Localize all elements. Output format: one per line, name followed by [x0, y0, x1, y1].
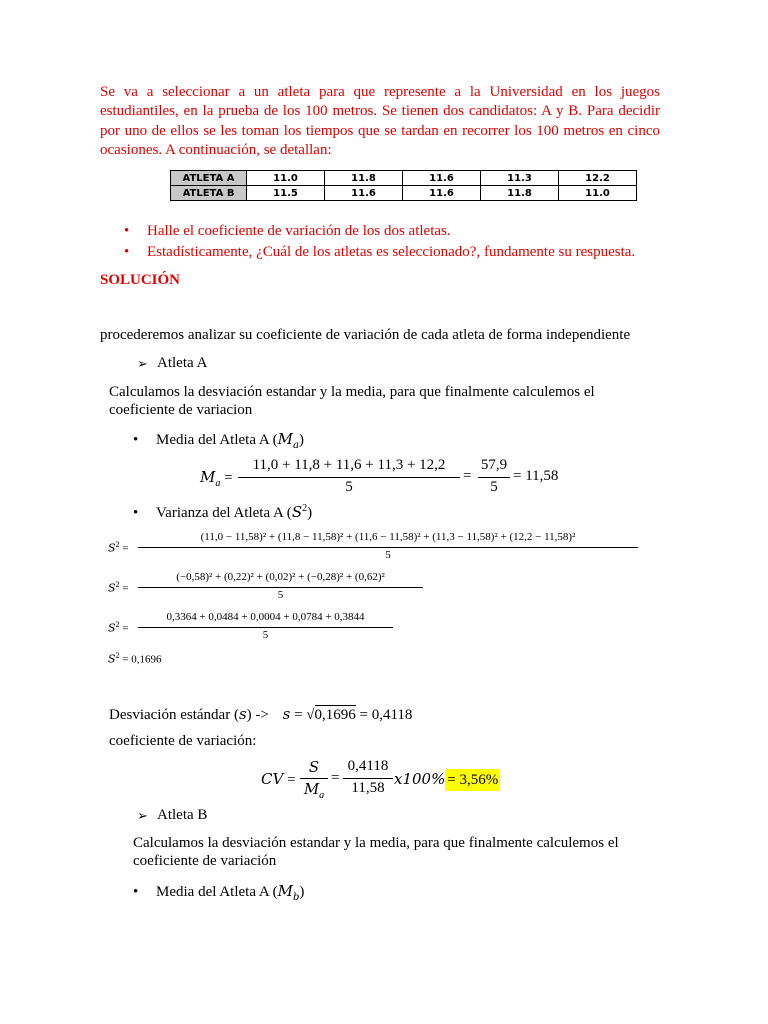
athlete-a-intro: Calculamos la desviación estandar y la media, para que finalmente calculemos el — [109, 384, 595, 400]
mean-a-numerator: 11,0 + 11,8 + 11,6 + 11,3 + 12,2 — [252, 457, 446, 473]
var-result: 0,1696 — [131, 653, 162, 666]
fraction-bar — [300, 778, 328, 779]
times-table — [170, 170, 637, 201]
table-cell: 11.0 — [247, 171, 325, 186]
mean-a-result: = 11,58 — [513, 468, 559, 484]
std-line: Desviación estándar (s) -> s = √0,1696 = 0,4118 — [109, 705, 413, 723]
lead-text: procederemos analizar su coeficiente de variación de cada atleta de forma independiente — [100, 327, 631, 343]
mean-a-line: • Media del Atleta A $(M_a)$ — [133, 430, 304, 451]
mean-a-numerator-2: 57,9 — [480, 457, 508, 473]
mean-a-lhs: $M_a$ = — [200, 468, 233, 489]
row-label: ATLETA B — [171, 186, 247, 201]
cv-denominator-2: 11,58 — [351, 780, 385, 796]
task-text: Estadísticamente, ¿Cuál de los atletas es seleccionado?, fundamente su respuesta. — [147, 244, 636, 260]
mean-b-label: Media del Atleta A ( — [156, 884, 278, 900]
fraction-bar — [138, 547, 638, 548]
table-row — [171, 186, 637, 201]
fraction-bar — [478, 477, 510, 478]
fraction-bar — [238, 477, 460, 478]
arrow-bullet-icon: ➢ — [137, 808, 148, 823]
mean-sub: b — [293, 892, 300, 903]
equals-sign: = — [463, 468, 472, 484]
cv-label: coeficiente de variación: — [109, 733, 257, 749]
table-cell: 11.6 — [403, 186, 481, 201]
athlete-a-label: Atleta A — [157, 355, 208, 371]
table-cell: 12.2 — [559, 171, 637, 186]
var-lhs: $S^2$ = — [108, 540, 129, 555]
var-line1-denominator: 5 — [385, 549, 391, 561]
task-text: Halle el coeficiente de variación de los dos atletas. — [147, 223, 451, 239]
table-cell: 11.6 — [403, 171, 481, 186]
table-cell: 11.8 — [325, 171, 403, 186]
var-line3-numerator: 0,3364 + 0,0484 + 0,0004 + 0,0784 + 0,3844 — [166, 611, 365, 623]
table-cell: 11.6 — [325, 186, 403, 201]
bullet-icon: • — [133, 884, 139, 900]
table-cell: 11.0 — [559, 186, 637, 201]
var-line2-numerator: (−0,58)² + (0,22)² + (0,02)² + (−0,28)² + (0,62)² — [176, 571, 385, 583]
mean-a-denominator: 5 — [345, 479, 353, 495]
athlete-a-intro-2: coeficiente de variacion — [109, 402, 253, 418]
athlete-b-label: Atleta B — [157, 807, 208, 823]
bullet-icon: • — [133, 505, 139, 521]
table-cell: 11.5 — [247, 186, 325, 201]
cv-result-line — [394, 770, 500, 789]
var-lhs: $S^2$ = — [108, 620, 129, 635]
mean-a-denominator-2: 5 — [490, 479, 498, 495]
var-a-line: • Varianza del Atleta A $(S^2)$ — [133, 503, 313, 521]
var-lhs: $S^2$ = — [108, 580, 129, 595]
var-a-label: Varianza del Atleta A ( — [156, 505, 292, 521]
cv-times: x100% — [394, 770, 446, 788]
cv-result-highlight: = 3,56% — [445, 769, 500, 791]
std-radicand: 0,1696 — [314, 707, 356, 723]
var-line1-numerator: (11,0 − 11,58)² + (11,8 − 11,58)² + (11,6 − 11,58)² + (11,3 − 11,58)² + (12,2 − 11,58)² — [200, 531, 576, 543]
std-result: = 0,4118 — [359, 707, 413, 723]
mean-b-line: • Media del Atleta A $(M_b)$ — [133, 882, 305, 903]
mean-symbol: M — [277, 430, 294, 448]
problem-statement: Se va a seleccionar a un atleta para que represente a la Universidad en los juegos estudiantiles, en la prueba de los 100 metros. Se tienen dos candidatos: A y B. Para decidir por uno de ellos se les toman los tiempos que se tardan en recorrer los 100 metros en cinco ocasiones. A continuación, se detallan: — [100, 84, 660, 158]
athlete-b-intro-2: coeficiente de variación — [133, 853, 277, 869]
athlete-b-intro: Calculamos la desviación estandar y la media, para que finalmente calculemos el — [133, 835, 619, 851]
cv-numerator-2: 0,4118 — [347, 758, 389, 774]
arrow-bullet-icon: ➢ — [137, 356, 148, 371]
fraction-bar — [343, 778, 393, 779]
var-line3-denominator: 5 — [262, 629, 269, 641]
cv-lhs: CV = — [261, 770, 296, 788]
std-label: Desviación estándar ( — [109, 707, 239, 723]
bullet-icon: • — [124, 223, 130, 239]
mean-symbol: M — [277, 882, 294, 900]
cv-denominator: $M_a$ — [303, 780, 325, 801]
cv-numerator: S — [308, 758, 320, 776]
bullet-icon: • — [124, 244, 130, 260]
fraction-bar — [138, 587, 423, 588]
task-item — [124, 223, 451, 240]
var-line2-denominator: 5 — [277, 589, 284, 601]
fraction-bar — [138, 627, 393, 628]
row-label: ATLETA A — [171, 171, 247, 186]
table-row — [171, 171, 637, 186]
bullet-icon: • — [133, 432, 139, 448]
std-arrow: ) -> — [246, 707, 269, 723]
var-result-line: $S^2 = 0,1696$ — [108, 651, 162, 666]
solution-heading: SOLUCIÓN — [100, 272, 181, 288]
table-cell: 11.3 — [481, 171, 559, 186]
task-item — [124, 244, 635, 261]
table-cell: 11.8 — [481, 186, 559, 201]
mean-a-label: Media del Atleta A ( — [156, 432, 278, 448]
mean-sub: a — [293, 440, 299, 451]
equals-sign: = — [331, 770, 340, 786]
